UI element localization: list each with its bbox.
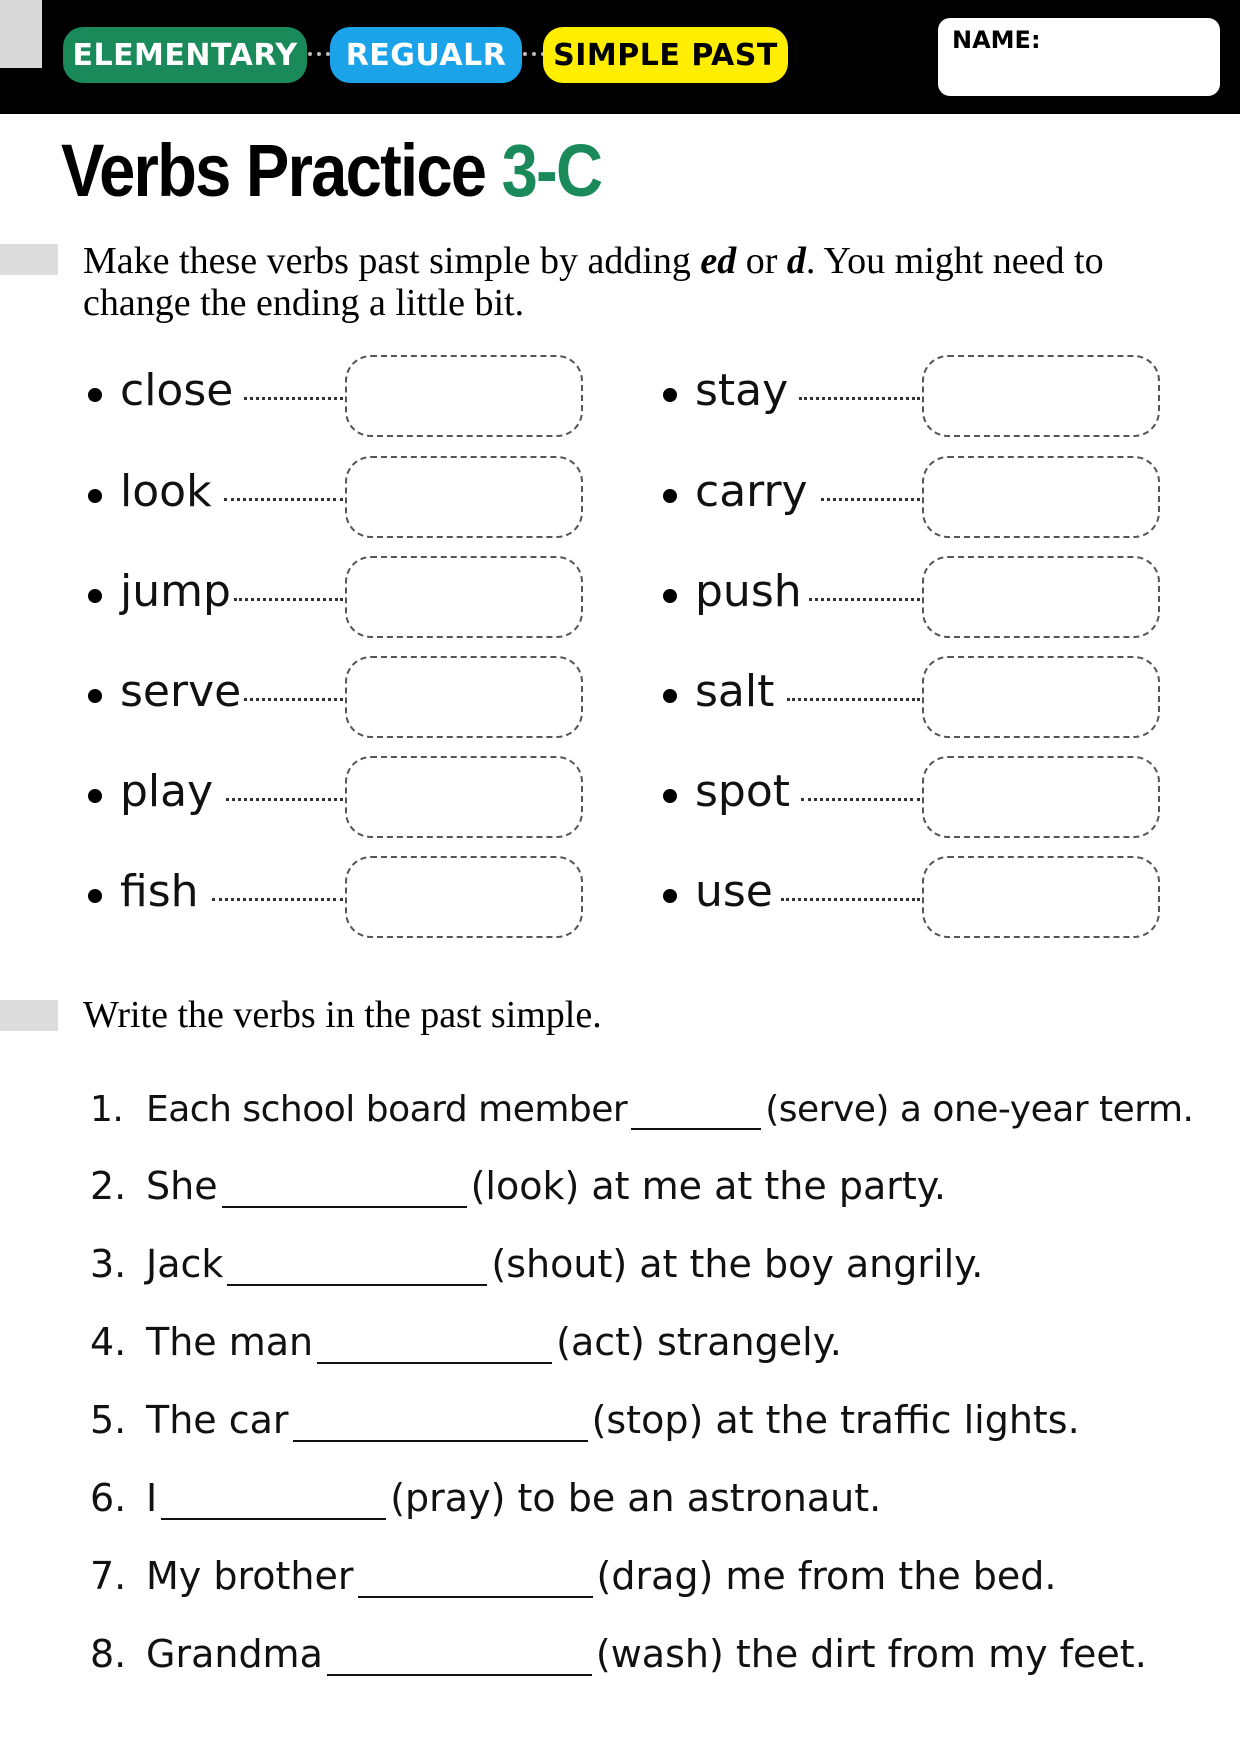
sentence-number: 6. xyxy=(90,1476,127,1520)
sentence-end: (drag) me from the bed. xyxy=(596,1554,1057,1598)
sentence-number: 8. xyxy=(90,1632,127,1676)
sentence-row xyxy=(90,1470,881,1520)
sentence-end: (act) strangely. xyxy=(556,1320,842,1364)
sentence-start: Grandma xyxy=(146,1632,323,1676)
sentence-row xyxy=(90,1314,842,1364)
verb-item xyxy=(663,756,1162,836)
dotted-leader xyxy=(234,598,343,601)
bullet-icon xyxy=(663,689,677,703)
section-marker xyxy=(0,1000,58,1031)
instruction-text: or xyxy=(736,240,787,282)
verb-item xyxy=(663,656,1162,736)
dotted-leader xyxy=(799,397,920,400)
verb-word: salt xyxy=(695,666,775,717)
pill-connector xyxy=(308,52,330,62)
answer-box[interactable] xyxy=(345,456,583,538)
title-accent: 3-C xyxy=(501,129,602,212)
dotted-leader xyxy=(244,397,343,400)
verb-item xyxy=(663,456,1162,536)
sentence-number: 7. xyxy=(90,1554,127,1598)
sentence-end: (wash) the dirt from my feet. xyxy=(595,1632,1147,1676)
sentence-row xyxy=(90,1236,983,1286)
dotted-leader xyxy=(781,898,920,901)
verb-word: look xyxy=(120,466,212,517)
sentence-start: Each school board member xyxy=(146,1089,628,1130)
answer-blank[interactable] xyxy=(227,1244,487,1286)
sentence-row xyxy=(90,1392,1080,1442)
verb-item xyxy=(88,556,585,636)
bullet-icon xyxy=(663,889,677,903)
answer-box[interactable] xyxy=(345,355,583,437)
answer-blank[interactable] xyxy=(631,1088,761,1130)
dotted-leader xyxy=(244,698,343,701)
dotted-leader xyxy=(224,498,343,501)
instruction-text: Make these verbs past simple by adding xyxy=(83,240,701,282)
answer-box[interactable] xyxy=(345,756,583,838)
verb-item xyxy=(88,656,585,736)
dotted-leader xyxy=(801,798,920,801)
sentence-end: (pray) to be an astronaut. xyxy=(390,1476,882,1520)
verb-item xyxy=(88,355,585,435)
tense-pill: SIMPLE PAST xyxy=(543,27,788,83)
name-label: NAME: xyxy=(952,26,1041,54)
bullet-icon xyxy=(88,489,102,503)
answer-blank[interactable] xyxy=(222,1166,467,1208)
sentence-start: The car xyxy=(146,1398,289,1442)
instruction-text: . You might need to change the ending a little bit. xyxy=(83,240,1104,324)
sentence-start: The man xyxy=(146,1320,314,1364)
level-pill: ELEMENTARY xyxy=(63,27,307,83)
verb-item xyxy=(663,355,1162,435)
instruction-emphasis: ed xyxy=(700,240,737,282)
verb-word: serve xyxy=(120,666,242,717)
bullet-icon xyxy=(663,789,677,803)
verb-word: use xyxy=(695,866,773,917)
dotted-leader xyxy=(226,798,343,801)
sentence-row xyxy=(90,1548,1057,1598)
sentence-number: 3. xyxy=(90,1242,127,1286)
answer-box[interactable] xyxy=(922,656,1160,738)
verb-item xyxy=(88,856,585,936)
dotted-leader xyxy=(212,898,343,901)
instruction-emphasis: d xyxy=(786,240,806,282)
answer-box[interactable] xyxy=(345,656,583,738)
answer-blank[interactable] xyxy=(327,1634,592,1676)
sentence-end: (shout) at the boy angrily. xyxy=(491,1242,984,1286)
sentence-start: My brother xyxy=(146,1554,354,1598)
section1-instruction xyxy=(83,240,1213,324)
verb-word: jump xyxy=(120,566,231,617)
sentence-number: 4. xyxy=(90,1320,127,1364)
page-title xyxy=(61,128,601,213)
sentence-row xyxy=(90,1158,946,1208)
bullet-icon xyxy=(88,689,102,703)
answer-blank[interactable] xyxy=(358,1556,593,1598)
verb-word: play xyxy=(120,766,214,817)
answer-box[interactable] xyxy=(922,556,1160,638)
name-field[interactable] xyxy=(938,18,1220,96)
sentence-row xyxy=(90,1080,1193,1130)
sentence-number: 2. xyxy=(90,1164,127,1208)
answer-box[interactable] xyxy=(922,856,1160,938)
sentence-start: She xyxy=(146,1164,218,1208)
sentence-number: 5. xyxy=(90,1398,127,1442)
sentence-start: Jack xyxy=(146,1242,224,1286)
title-main: Verbs Practice xyxy=(61,129,486,212)
corner-tab xyxy=(0,0,42,68)
answer-box[interactable] xyxy=(922,355,1160,437)
bullet-icon xyxy=(88,388,102,402)
bullet-icon xyxy=(663,489,677,503)
sentence-end: (look) at me at the party. xyxy=(470,1164,946,1208)
verb-item xyxy=(88,456,585,536)
verb-item xyxy=(663,856,1162,936)
verb-item xyxy=(88,756,585,836)
category-pill: REGUALR xyxy=(330,27,522,83)
verb-word: carry xyxy=(695,466,808,517)
verb-item xyxy=(663,556,1162,636)
dotted-leader xyxy=(821,498,920,501)
verb-word: stay xyxy=(695,365,789,416)
section2-instruction: Write the verbs in the past simple. xyxy=(83,994,602,1036)
bullet-icon xyxy=(663,589,677,603)
sentence-end: (serve) a one-year term. xyxy=(765,1089,1194,1130)
bullet-icon xyxy=(663,388,677,402)
sentence-start: I xyxy=(146,1476,158,1520)
verb-word: spot xyxy=(695,766,791,817)
sentence-number: 1. xyxy=(90,1089,124,1130)
verb-word: push xyxy=(695,566,802,617)
sentence-end: (stop) at the traffic lights. xyxy=(591,1398,1080,1442)
verb-word: close xyxy=(120,365,234,416)
bullet-icon xyxy=(88,889,102,903)
answer-blank[interactable] xyxy=(161,1478,386,1520)
header-bar xyxy=(0,0,1240,114)
bullet-icon xyxy=(88,789,102,803)
verb-word: fish xyxy=(120,866,199,917)
bullet-icon xyxy=(88,589,102,603)
answer-box[interactable] xyxy=(345,856,583,938)
sentence-row xyxy=(90,1626,1147,1676)
pill-connector xyxy=(523,52,545,62)
section-marker xyxy=(0,244,58,275)
answer-box[interactable] xyxy=(922,456,1160,538)
answer-blank[interactable] xyxy=(317,1322,552,1364)
answer-blank[interactable] xyxy=(293,1400,588,1442)
dotted-leader xyxy=(787,698,920,701)
answer-box[interactable] xyxy=(345,556,583,638)
answer-box[interactable] xyxy=(922,756,1160,838)
dotted-leader xyxy=(809,598,920,601)
